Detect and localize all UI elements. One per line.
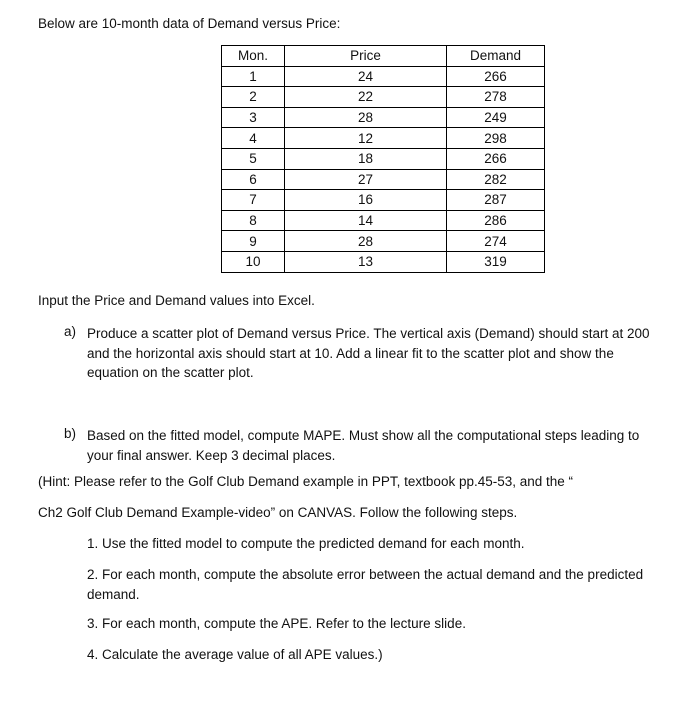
part-a-text: Produce a scatter plot of Demand versus Price. The vertical axis (Demand) should start at 200 and the horizontal axis should start at 10. Add a linear fit to the scatter plot and show the equation on the scatter plot. [87, 326, 650, 380]
cell-price: 24 [285, 66, 447, 87]
part-a-label: a) [64, 324, 77, 339]
table-row [222, 251, 545, 272]
cell-month: 4 [222, 128, 285, 149]
cell-price: 12 [285, 128, 447, 149]
cell-price: 14 [285, 210, 447, 231]
cell-month: 3 [222, 107, 285, 128]
cell-demand: 287 [447, 190, 545, 211]
table-row [222, 169, 545, 190]
cell-price: 18 [285, 148, 447, 169]
hint-line-2: Ch2 Golf Club Demand Example-video” on CANVAS. Follow the following steps. [38, 505, 518, 520]
cell-price: 22 [285, 87, 447, 108]
cell-demand: 266 [447, 148, 545, 169]
cell-demand: 278 [447, 87, 545, 108]
instruction-text: Input the Price and Demand values into Excel. [38, 293, 315, 308]
cell-price: 16 [285, 190, 447, 211]
step-3: 3. For each month, compute the APE. Refer to the lecture slide. [87, 616, 466, 631]
cell-demand: 286 [447, 210, 545, 231]
cell-demand: 298 [447, 128, 545, 149]
header-demand: Demand [447, 46, 545, 67]
cell-month: 9 [222, 231, 285, 252]
cell-demand: 274 [447, 231, 545, 252]
step-2: 2. For each month, compute the absolute error between the actual demand and the predicted demand. [87, 567, 644, 602]
cell-month: 1 [222, 66, 285, 87]
step-1: 1. Use the fitted model to compute the predicted demand for each month. [87, 536, 525, 551]
cell-month: 2 [222, 87, 285, 108]
cell-demand: 266 [447, 66, 545, 87]
cell-month: 5 [222, 148, 285, 169]
cell-demand: 249 [447, 107, 545, 128]
table-row [222, 148, 545, 169]
cell-price: 28 [285, 107, 447, 128]
data-table [221, 45, 545, 273]
table-header-row [222, 46, 545, 67]
cell-price: 27 [285, 169, 447, 190]
cell-month: 6 [222, 169, 285, 190]
cell-month: 7 [222, 190, 285, 211]
part-b-label: b) [64, 426, 77, 441]
cell-price: 13 [285, 251, 447, 272]
cell-price: 28 [285, 231, 447, 252]
table-row [222, 66, 545, 87]
table-row [222, 107, 545, 128]
cell-month: 8 [222, 210, 285, 231]
cell-month: 10 [222, 251, 285, 272]
cell-demand: 319 [447, 251, 545, 272]
table-row [222, 128, 545, 149]
table-row [222, 190, 545, 211]
table-row [222, 87, 545, 108]
header-month: Mon. [222, 46, 285, 67]
table-row [222, 231, 545, 252]
header-price: Price [285, 46, 447, 67]
table-row [222, 210, 545, 231]
part-b-text: Based on the fitted model, compute MAPE. Must show all the computational steps leading to your final answer. Keep 3 decimal places. [87, 428, 640, 463]
step-4: 4. Calculate the average value of all APE values.) [87, 647, 383, 662]
hint-line-1: (Hint: Please refer to the Golf Club Demand example in PPT, textbook pp.45-53, and the “ [38, 474, 574, 489]
cell-demand: 282 [447, 169, 545, 190]
intro-text: Below are 10-month data of Demand versus Price: [38, 16, 341, 31]
